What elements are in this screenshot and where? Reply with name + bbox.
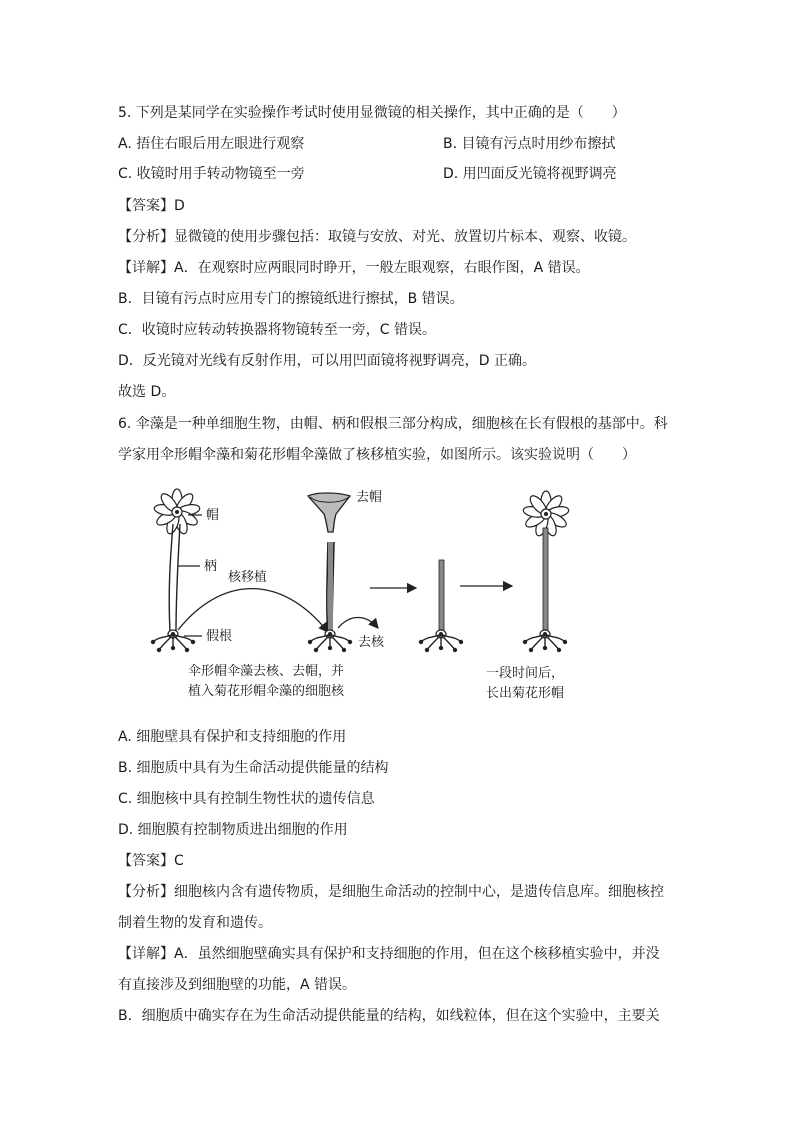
caption-right-line: 一段时间后， [486, 666, 565, 681]
q5-answer: 【答案】D [118, 198, 185, 214]
label-rhizoid: 假根 [206, 629, 233, 644]
q6-analysis-line: 制着生物的发育和遗传。 [118, 915, 272, 931]
q6-analysis-line: 【分析】细胞核内含有遗传物质，是细胞生命活动的控制中心，是遗传信息库。细胞核控 [118, 884, 664, 900]
q5-detail-line: 【详解】A．在观察时应两眼同时睁开，一般左眼观察，右眼作图，A 错误。 [118, 260, 590, 276]
q6-detail-line: 【详解】A．虽然细胞壁确实具有保护和支持细胞的作用，但在这个核移植实验中，并没 [118, 946, 660, 962]
label-transplant: 核移植 [228, 570, 268, 585]
remove-nucleus-arrow [338, 618, 378, 629]
algae-umbrella [308, 493, 352, 652]
q5-option-a: A. 捂住右眼后用左眼进行观察 [118, 136, 305, 152]
q6-option-b: B. 细胞质中具有为生命活动提供能量的结构 [118, 760, 389, 776]
q5-detail-line: C．收镜时应转动转换器将物镜转至一旁，C 错误。 [118, 322, 436, 338]
q5-detail-line: D．反光镜对光线有反射作用，可以用凹面镜将视野调亮，D 正确。 [118, 353, 537, 369]
label-remove-nucleus: 去核 [358, 635, 385, 650]
q5-option-b: B. 目镜有污点时用纱布擦拭 [443, 136, 616, 152]
q6-stem-line: 6. 伞藻是一种单细胞生物，由帽、柄和假根三部分构成，细胞核在长有假根的基部中。科 [118, 416, 668, 432]
q5-analysis: 【分析】显微镜的使用步骤包括：取镜与安放、对光、放置切片标本、观察、收镜。 [118, 229, 636, 245]
label-stalk: 柄 [204, 559, 218, 574]
algae-chrysanthemum [522, 491, 569, 652]
q6-detail-line: 有直接涉及到细胞壁的功能，A 错误。 [118, 977, 357, 993]
q6-detail-line: B．细胞质中确实存在为生命活动提供能量的结构，如线粒体，但在这个实验中，主要关 [118, 1008, 660, 1024]
q6-option-c: C. 细胞核中具有控制生物性状的遗传信息 [118, 791, 375, 807]
nuclear-transplant-figure [140, 482, 620, 714]
q6-option-d: D. 细胞膜有控制物质进出细胞的作用 [118, 822, 348, 838]
q6-stem-line: 学家用伞形帽伞藻和菊花形帽伞藻做了核移植实验，如图所示。该实验说明（ ） [118, 447, 636, 463]
caption-left-line: 伞形帽伞藻去核、去帽，并 [188, 664, 345, 679]
caption-right-line: 长出菊花形帽 [486, 686, 565, 701]
caption-left-line: 植入菊花形帽伞藻的细胞核 [188, 684, 345, 699]
transplant-arrow [178, 589, 328, 632]
q6-option-a: A. 细胞壁具有保护和支持细胞的作用 [118, 729, 347, 745]
q5-option-d: D. 用凹面反光镜将视野调亮 [443, 166, 617, 182]
q5-detail-line: B．目镜有污点时应用专门的擦镜纸进行擦拭，B 错误。 [118, 291, 464, 307]
q5-option-c: C. 收镜时用手转动物镜至一旁 [118, 166, 305, 182]
algae-original [151, 489, 202, 652]
q6-answer: 【答案】C [118, 853, 184, 869]
label-cap: 帽 [206, 508, 220, 523]
q5-detail-line: 故选 D。 [118, 384, 176, 400]
algae-stalk-only [419, 560, 463, 652]
q5-stem: 5. 下列是某同学在实验操作考试时使用显微镜的相关操作，其中正确的是（ ） [118, 105, 626, 121]
label-remove-cap: 去帽 [356, 490, 383, 505]
